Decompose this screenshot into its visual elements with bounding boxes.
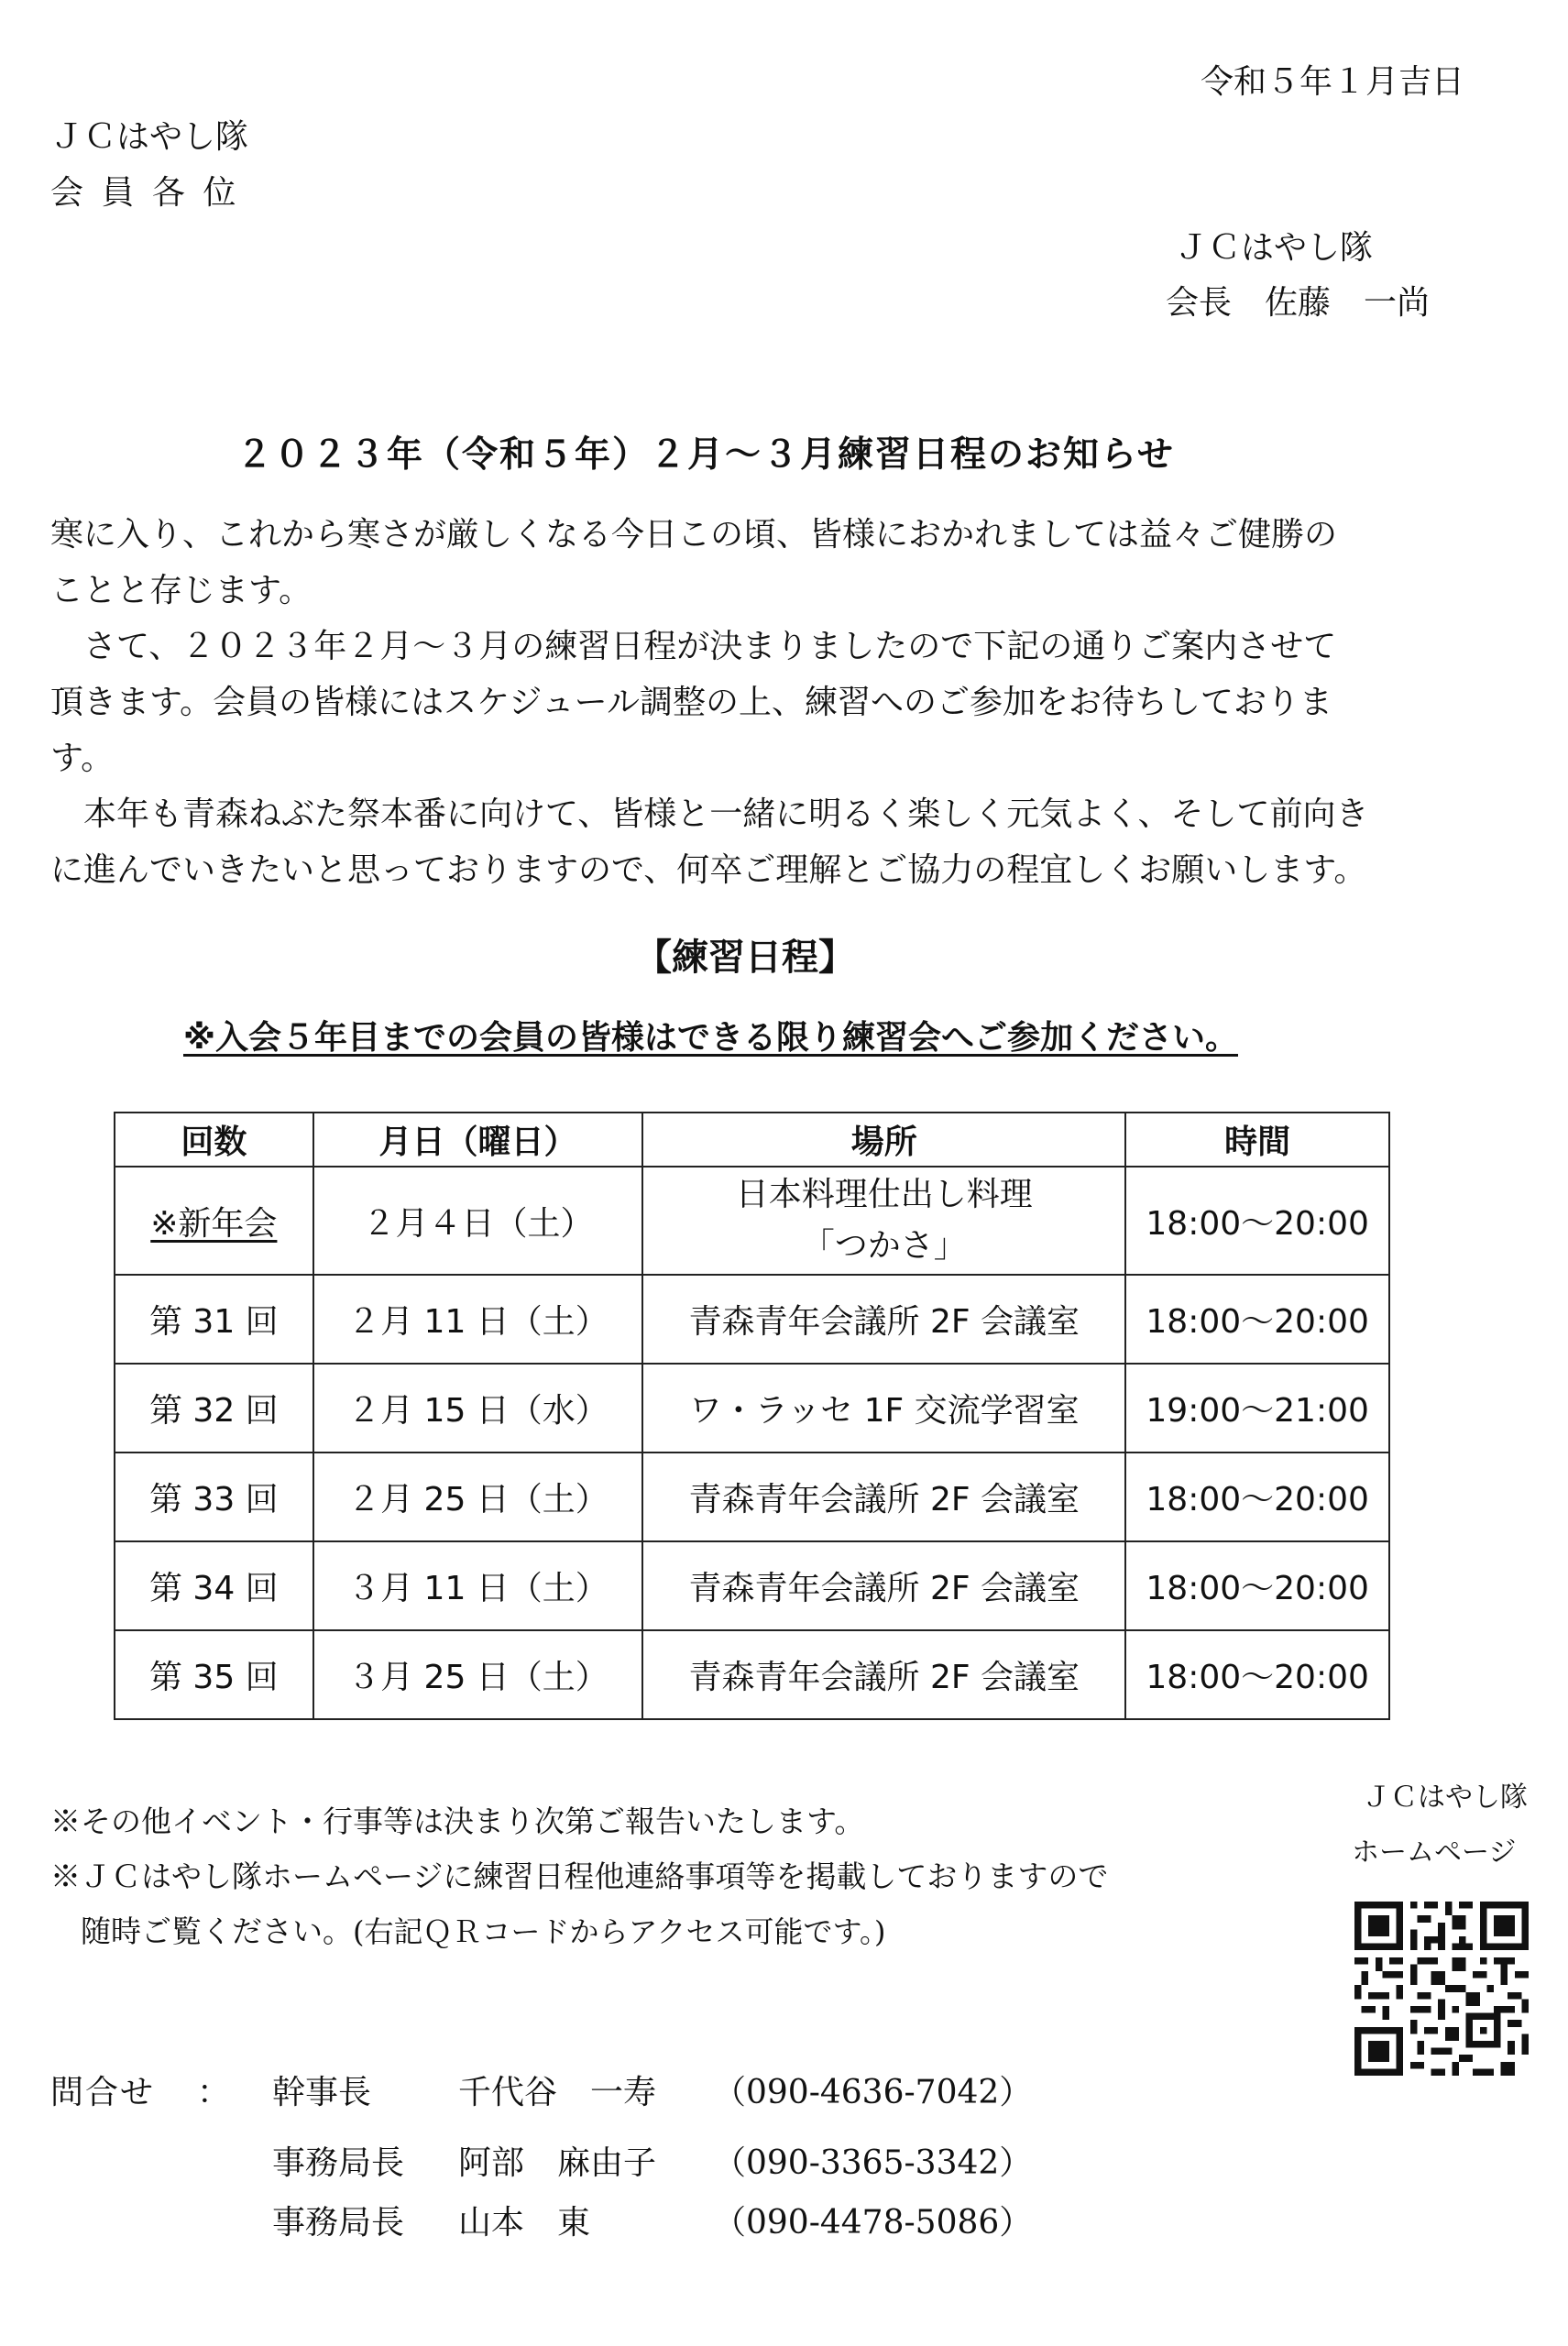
contact-colon: ： (197, 2074, 231, 2111)
body-line: 本年も青森ねぶた祭本番に向けて、皆様と一緒に明るく楽しく元気よく、そして前向き (50, 795, 1369, 833)
cell-place: ワ・ラッセ 1F 交流学習室 (642, 1364, 1125, 1453)
recipient-org: ＪＣはやし隊 (50, 118, 249, 156)
contact-label: 問合せ (50, 2074, 156, 2111)
cell-place: 青森青年会議所 2F 会議室 (642, 1275, 1125, 1364)
document-date: 令和５年１月吉日 (1201, 63, 1465, 101)
header-count: 回数 (115, 1113, 313, 1167)
cell-count: 第 31 回 (115, 1275, 313, 1364)
header-time: 時間 (1125, 1113, 1389, 1167)
table-row (115, 1364, 1389, 1453)
cell-place: 青森青年会議所 2F 会議室 (642, 1453, 1125, 1541)
contact-name: 山本 東 (458, 2204, 591, 2242)
sender-name: 会長 佐藤 一尚 (1166, 284, 1431, 322)
cell-date: ２月 25 日（土） (313, 1453, 643, 1541)
place-line: 「つかさ」 (801, 1227, 967, 1265)
contact-role: 幹事長 (272, 2074, 372, 2111)
table-row (115, 1541, 1389, 1630)
table-row (115, 1453, 1389, 1541)
sender-org: ＪＣはやし隊 (1175, 229, 1374, 267)
note-line-1: ※その他イベント・行事等は決まり次第ご報告いたします。 (50, 1803, 865, 1839)
header-place: 場所 (642, 1113, 1125, 1167)
body-line: ことと存じます。 (50, 572, 313, 609)
schedule-notice: ※入会５年目までの会員の皆様はできる限り練習会へご参加ください。 (183, 1019, 1238, 1057)
place-line: 日本料理仕出し料理 (735, 1176, 1033, 1213)
contact-phone: （090-4636-7042） (713, 2074, 1033, 2111)
cell-date: ２月 11 日（土） (313, 1275, 643, 1364)
contact-role: 事務局長 (272, 2204, 405, 2242)
table-header-row (115, 1113, 1389, 1167)
qr-code-icon[interactable] (1354, 1902, 1529, 2076)
note-line-3 (81, 1908, 885, 1951)
table-row (115, 1630, 1389, 1719)
body-line: 寒に入り、これから寒さが厳しくなる今日この頃、皆様におかれましては益々ご健勝の (50, 516, 1338, 554)
cell-date: ２月４日（土） (313, 1167, 643, 1275)
cell-time: 18:00～20:00 (1125, 1453, 1389, 1541)
schedule-heading: 【練習日程】 (635, 937, 855, 979)
qr-label-line-1: ＪＣはやし隊 (1363, 1781, 1528, 1814)
cell-place: 青森青年会議所 2F 会議室 (642, 1541, 1125, 1630)
body-text (50, 507, 1517, 898)
body-line: 頂きます。会員の皆様にはスケジュール調整の上、練習へのご参加をお待ちしておりま (50, 684, 1332, 721)
cell-count: 第 33 回 (115, 1453, 313, 1541)
cell-time: 18:00～20:00 (1125, 1275, 1389, 1364)
cell-time: 19:00～21:00 (1125, 1364, 1389, 1453)
note-line-2: ※ＪＣはやし隊ホームページに練習日程他連絡事項等を掲載しておりますので (50, 1858, 1109, 1894)
count-label: ※新年会 (150, 1204, 278, 1243)
recipient-members: 会 員 各 位 (50, 174, 240, 212)
page-title: ２０２３年（令和５年）２月～３月練習日程のお知らせ (236, 434, 1175, 476)
cell-count (115, 1167, 313, 1275)
body-line: に進んでいきたいと思っておりますので、何卒ご理解とご協力の程宜しくお願いします。 (50, 851, 1367, 889)
contact-role: 事務局長 (272, 2144, 405, 2182)
cell-time: 18:00～20:00 (1125, 1167, 1389, 1275)
schedule-table (114, 1112, 1390, 1720)
cell-date: ３月 25 日（土） (313, 1630, 643, 1719)
note-line-3-small: (右記ＱＲコードからアクセス可能です。) (353, 1914, 886, 1949)
body-line: さて、２０２３年２月～３月の練習日程が決まりましたので下記の通りご案内させて (50, 628, 1337, 665)
table-row (115, 1167, 1389, 1275)
header-date: 月日（曜日） (313, 1113, 643, 1167)
cell-date: ３月 11 日（土） (313, 1541, 643, 1630)
qr-label-line-2: ホームページ (1352, 1836, 1517, 1869)
contact-name: 千代谷 一寿 (458, 2074, 657, 2111)
cell-place: 青森青年会議所 2F 会議室 (642, 1630, 1125, 1719)
cell-time: 18:00～20:00 (1125, 1630, 1389, 1719)
cell-date: ２月 15 日（水） (313, 1364, 643, 1453)
contact-phone: （090-3365-3342） (713, 2144, 1033, 2182)
contact-name: 阿部 麻由子 (458, 2144, 657, 2182)
table-row (115, 1275, 1389, 1364)
cell-place (642, 1167, 1125, 1275)
body-line: す。 (50, 740, 115, 777)
cell-time: 18:00～20:00 (1125, 1541, 1389, 1630)
cell-count: 第 34 回 (115, 1541, 313, 1630)
cell-count: 第 32 回 (115, 1364, 313, 1453)
cell-count: 第 35 回 (115, 1630, 313, 1719)
contact-phone: （090-4478-5086） (713, 2204, 1033, 2242)
note-line-3-main: 随時ご覧ください。 (81, 1913, 353, 1949)
